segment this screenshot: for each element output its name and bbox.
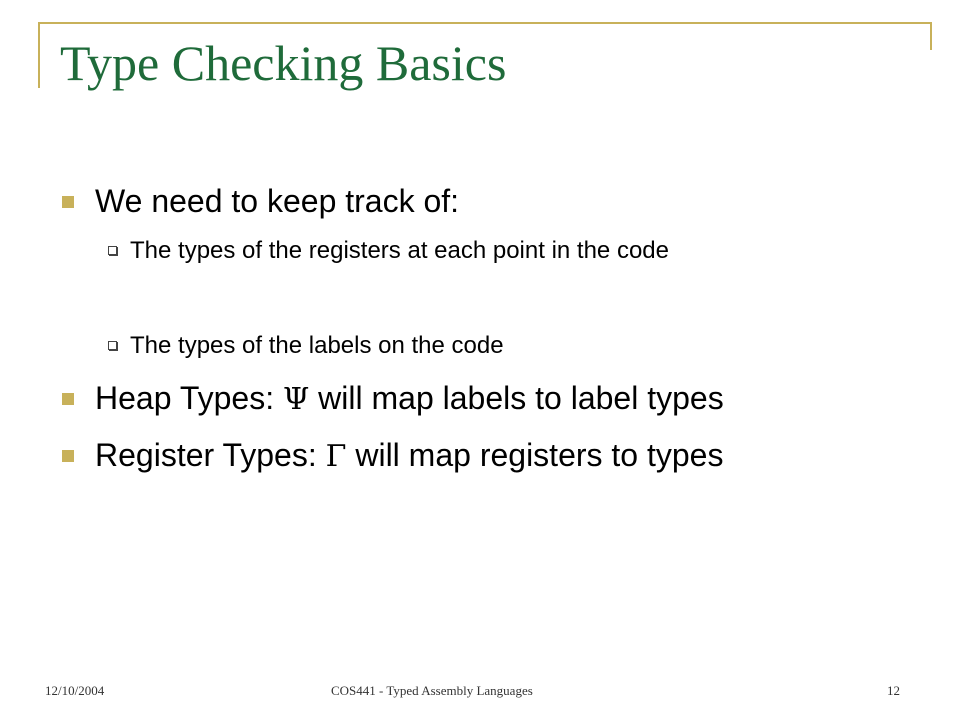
psi-symbol: Ψ xyxy=(282,382,310,417)
square-bullet-icon xyxy=(62,196,74,208)
sub-bullet-label-types xyxy=(130,331,850,361)
bullet-suffix: will map registers to types xyxy=(346,437,724,473)
gamma-symbol: Γ xyxy=(325,439,347,474)
square-bullet-icon xyxy=(62,393,74,405)
footer-page-number: 12 xyxy=(887,683,900,698)
bullet-keep-track xyxy=(95,183,459,219)
square-bullet-icon xyxy=(62,450,74,462)
bullet-prefix: Heap Types: xyxy=(95,380,283,416)
sub-bullet-register-types xyxy=(130,236,850,266)
sub-bullet-text: The types of the registers at each point in the code xyxy=(130,237,669,264)
bullet-register-types xyxy=(95,437,723,475)
hollow-square-bullet-icon xyxy=(108,246,117,255)
slide-title: Type Checking Basics xyxy=(60,35,507,91)
hollow-square-bullet-icon xyxy=(108,341,117,350)
footer-course: COS441 - Typed Assembly Languages xyxy=(331,683,533,698)
bullet-suffix: will map labels to label types xyxy=(309,380,724,416)
bullet-text: We need to keep track of: xyxy=(95,183,460,219)
sub-bullet-text: The types of the labels on the code xyxy=(130,332,504,359)
bullet-prefix: Register Types: xyxy=(95,437,326,473)
bullet-heap-types xyxy=(95,380,724,418)
footer-date: 12/10/2004 xyxy=(45,683,105,698)
